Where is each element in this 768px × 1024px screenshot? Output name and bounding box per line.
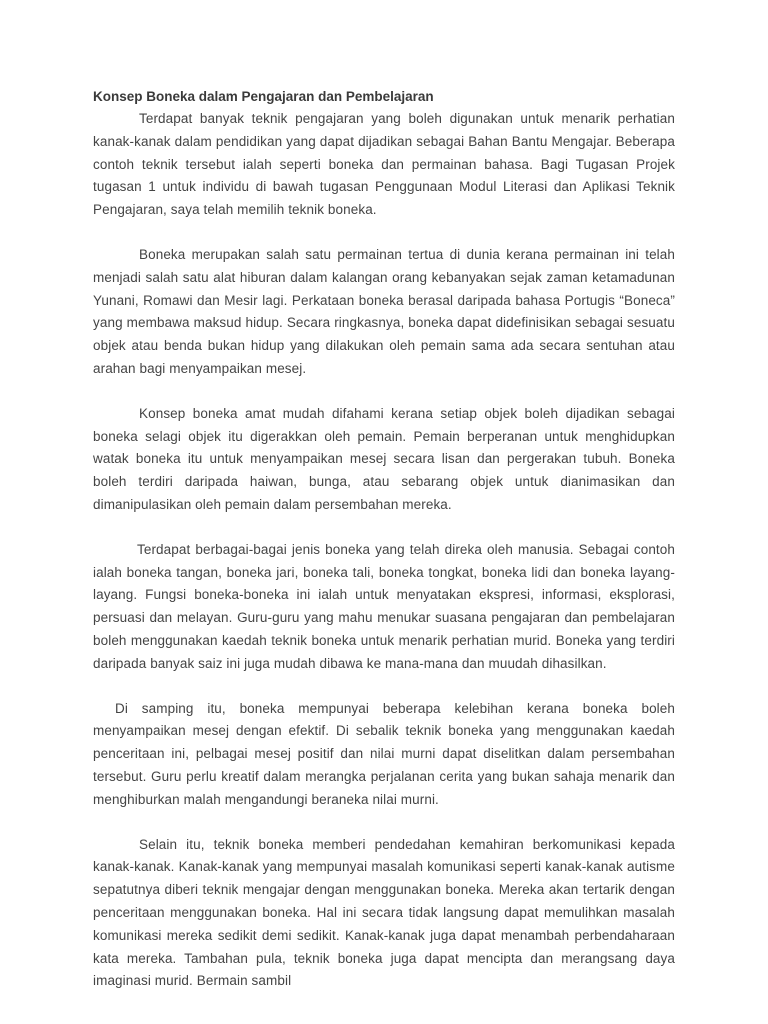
paragraph-2: Boneka merupakan salah satu permainan tertua di dunia kerana permainan ini telah menjadi salah satu alat hiburan dalam kalangan orang kebanyakan sejak zaman ketamadunan Yunani, Romawi dan Mesir lagi. Perkataan boneka berasal daripada bahasa Portugis “Boneca” yang membawa maksud hidup. Secara ringkasnya, boneka dapat didefinisikan sebagai sesuatu objek atau benda bukan hidup yang dilakukan oleh pemain sama ada secara sentuhan atau arahan bagi menyampaikan mesej. [93, 246, 675, 376]
paragraph-6: Selain itu, teknik boneka memberi pendedahan kemahiran berkomunikasi kepada kanak-kanak. Kanak-kanak yang mempunyai masalah komunikasi seperti kanak-kanak autisme sepatutnya diberi teknik mengajar dengan menggunakan boneka. Mereka akan tertarik dengan penceritaan menggunakan boneka. Hal ini secara tidak langsung dapat memulihkan masalah komunikasi mereka sedikit demi sedikit. Kanak-kanak juga dapat menambah perbendaharaan kata mereka. Tambahan pula, teknik boneka juga dapat mencipta dan merangsang daya imaginasi murid. Bermain sambil [93, 836, 675, 989]
paragraph-3: Konsep boneka amat mudah difahami kerana setiap objek boleh dijadikan sebagai boneka selagi objek itu digerakkan oleh pemain. Pemain berperanan untuk menghidupkan watak boneka itu untuk menyampaikan mesej secara lisan dan pergerakan tubuh. Boneka boleh terdiri daripada haiwan, bunga, atau sebarang objek untuk dianimasikan dan dimanipulasikan oleh pemain dalam persembahan mereka. [93, 405, 675, 512]
paragraph-4: Terdapat berbagai-bagai jenis boneka yang telah direka oleh manusia. Sebagai contoh ialah boneka tangan, boneka jari, boneka tali, boneka tongkat, boneka lidi dan boneka layang-layang. Fungsi boneka-boneka ini ialah untuk menyatakan ekspresi, informasi, eksplorasi, persuasi dan melayan. Guru-guru yang mahu menukar suasana pengajaran dan pembelajaran boleh menggunakan kaedah teknik boneka untuk menarik perhatian murid. Boneka yang terdiri daripada banyak saiz ini juga mudah dibawa ke mana-mana dan muudah dihasilkan. [93, 541, 675, 671]
document-page [93, 86, 675, 1013]
paragraph-1: Terdapat banyak teknik pengajaran yang boleh digunakan untuk menarik perhatian kanak-kanak dalam pendidikan yang dapat dijadikan sebagai Bahan Bantu Mengajar. Beberapa contoh teknik tersebut ialah seperti boneka dan permainan bahasa. Bagi Tugasan Projek tugasan 1 untuk individu di bawah tugasan Penggunaan Modul Literasi dan Aplikasi Teknik Pengajaran, saya telah memilih teknik boneka. [93, 111, 675, 218]
paragraph-5: Di samping itu, boneka mempunyai beberapa kelebihan kerana boneka boleh menyampaikan mesej dengan efektif. Di sebalik teknik boneka yang menggunakan kaedah penceritaan ini, pelbagai mesej positif dan nilai murni dapat diselitkan dalam persembahan tersebut. Guru perlu kreatif dalam merangka perjalanan cerita yang bukan sahaja menarik dan menghiburkan malah mengandungi beraneka nilai murni. [93, 700, 675, 807]
document-title: Konsep Boneka dalam Pengajaran dan Pembelajaran [93, 89, 434, 104]
